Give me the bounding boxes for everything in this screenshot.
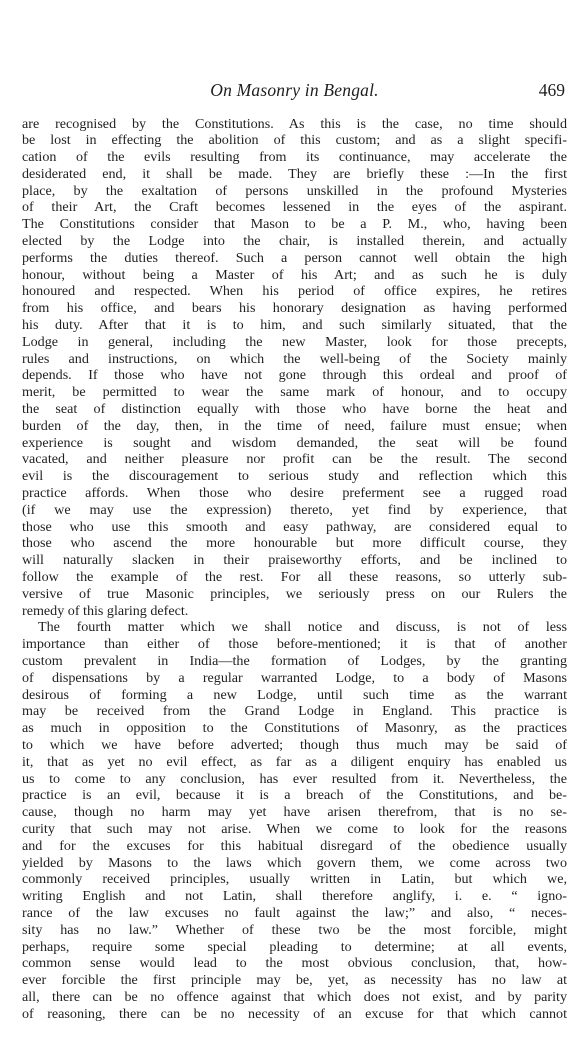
text-line: follow the example of the rest. For all these reasons, so utterly sub- [22, 569, 567, 586]
text-line: (if we may use the expression) thereto, yet find by experience, that [22, 502, 567, 519]
text-line: as much in opposition to the Constitutions of Masonry, as the practices [22, 720, 567, 737]
text-line: are recognised by the Constitutions. As this is the case, no time should [22, 116, 567, 133]
text-line: those who use this smooth and easy pathway, are considered equal to [22, 519, 567, 536]
text-line: rance of the law excuses no fault against the law;” and also, “ neces- [22, 905, 567, 922]
text-line: cation of the evils resulting from its continuance, may accelerate the [22, 149, 567, 166]
running-head [22, 80, 567, 104]
text-line: custom prevalent in India—the formation of Lodges, by the granting [22, 653, 567, 670]
text-line: practice affords. When those who desire preferment see a rugged road [22, 485, 567, 502]
text-line: honoured and respected. When his period of office expires, he retires [22, 283, 567, 300]
text-line: burden of the day, then, in the time of need, failure must ensue; when [22, 418, 567, 435]
text-line: us to come to any conclusion, has ever resulted from it. Nevertheless, the [22, 771, 567, 788]
text-line: honour, without being a Master of his Art; and as such he is duly [22, 267, 567, 284]
text-line: of their Art, the Craft becomes lessened in the eyes of the aspirant. [22, 199, 567, 216]
text-line: place, by the exaltation of persons unskilled in the profound Mysteries [22, 183, 567, 200]
text-line: practice is an evil, because it is a breach of the Constitutions, and be- [22, 787, 567, 804]
text-line: curity that such may not arise. When we come to look for the reasons [22, 821, 567, 838]
text-line: perhaps, require some special pleading to determine; at all events, [22, 939, 567, 956]
text-line: be lost in effecting the abolition of this custom; and as a slight specifi- [22, 132, 567, 149]
text-line: the seat of distinction equally with those who have borne the heat and [22, 401, 567, 418]
text-line: Lodge in general, including the new Master, look for those precepts, [22, 334, 567, 351]
text-line [22, 1023, 567, 1039]
text-line: of reasoning, there can be no necessity of an excuse for that which cannot [22, 1006, 567, 1023]
text-line: merit, be permitted to wear the same mark of honour, and to occupy [22, 384, 567, 401]
text-line: yielded by Masons to the laws which govern them, we come across two [22, 855, 567, 872]
text-line: rules and instructions, on which the well-being of the Society mainly [22, 351, 567, 368]
text-line: commonly received principles, usually written in Latin, but which we, [22, 871, 567, 888]
text-line: from his office, and bears his honorary designation as having performed [22, 300, 567, 317]
text-line: to which we have before adverted; though thus much may be said of [22, 737, 567, 754]
text-line: elected by the Lodge into the chair, is installed therein, and actually [22, 233, 567, 250]
text-line: common sense would lead to the most obvious conclusion, that, how- [22, 955, 567, 972]
body-text [22, 116, 567, 1039]
text-line: importance than either of those before-mentioned; it is that of another [22, 636, 567, 653]
text-line: versive of true Masonic principles, we seriously press on our Rulers the [22, 586, 567, 603]
text-line: will naturally slacken in their praiseworthy efforts, and be inclined to [22, 552, 567, 569]
text-line: desirous of forming a new Lodge, until such time as the warrant [22, 687, 567, 704]
text-line: of dispensations by a regular warranted Lodge, to a body of Masons [22, 670, 567, 687]
text-line: cause, though no harm may yet have arisen therefrom, that is no se- [22, 804, 567, 821]
page-number: 469 [539, 80, 565, 101]
text-line: desiderated end, it shall be made. They are briefly these :—In the first [22, 166, 567, 183]
text-line: those who ascend the more honourable but more difficult course, they [22, 535, 567, 552]
text-line: and for the excuses for this habitual disregard of the obedience usually [22, 838, 567, 855]
text-line: sity has no law.” Whether of these two be the most forcible, might [22, 922, 567, 939]
text-line: vacated, and neither pleasure nor profit can be the result. The second [22, 451, 567, 468]
text-line: may be received from the Grand Lodge in England. This practice is [22, 703, 567, 720]
text-line: evil is the discouragement to serious study and reflection which this [22, 468, 567, 485]
text-line: writing English and not Latin, shall therefore anglify, i. e. “ igno- [22, 888, 567, 905]
text-line: all, there can be no offence against that which does not exist, and by parity [22, 989, 567, 1006]
text-line: remedy of this glaring defect. [22, 603, 567, 620]
text-line: his duty. After that it is to him, and such similarly situated, that the [22, 317, 567, 334]
running-title: On Masonry in Bengal. [22, 80, 567, 101]
text-line: ever forcible the first principle may be, yet, as necessity has no law at [22, 972, 567, 989]
text-line: depends. If those who have not gone through this ordeal and proof of [22, 367, 567, 384]
text-line: it, that as yet no evil effect, as far as a diligent enquiry has enabled us [22, 754, 567, 771]
text-line: The Constitutions consider that Mason to be a P. M., who, having been [22, 216, 567, 233]
text-line: experience is sought and wisdom demanded, the seat will be found [22, 435, 567, 452]
text-line: The fourth matter which we shall notice and discuss, is not of less [22, 619, 567, 636]
text-line: performs the duties thereof. Such a person cannot well obtain the high [22, 250, 567, 267]
